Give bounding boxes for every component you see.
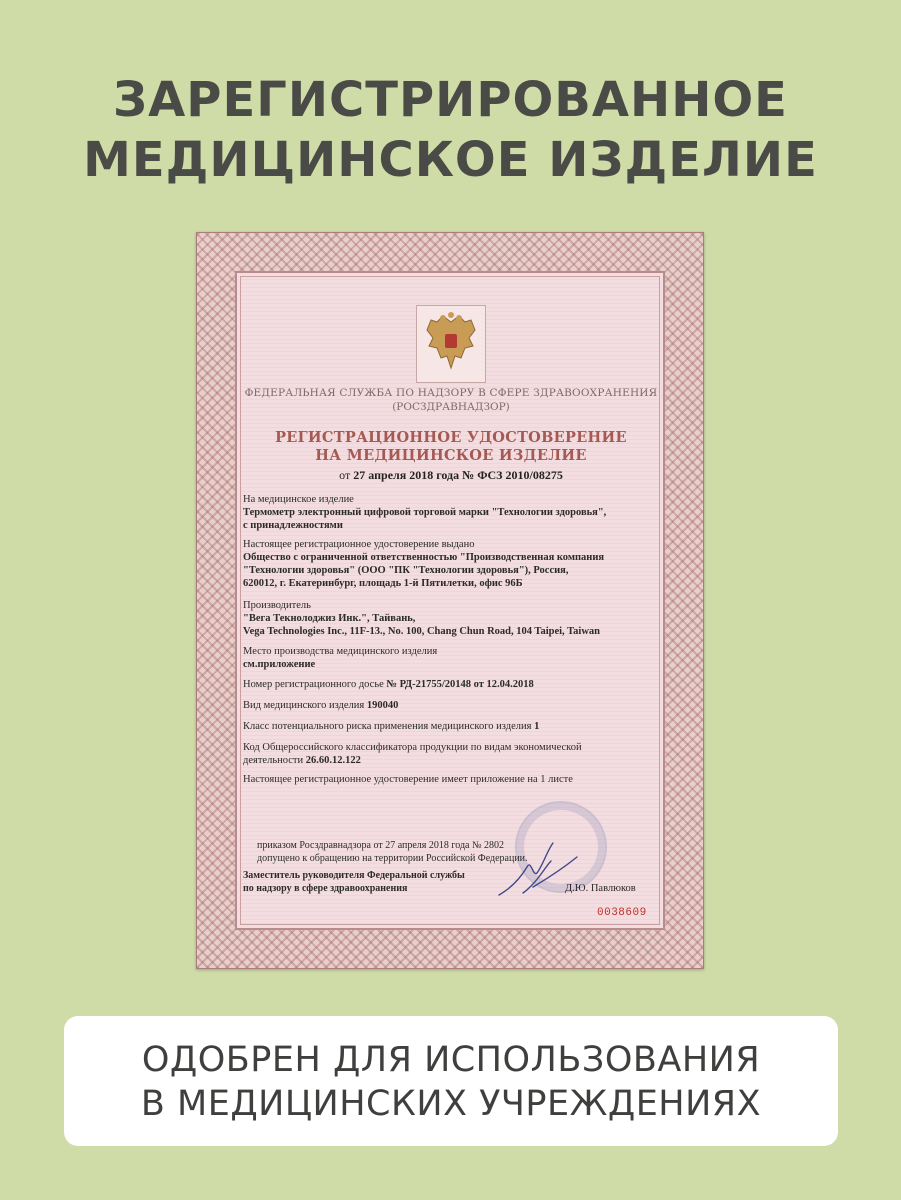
certificate-title-line-1: РЕГИСТРАЦИОННОЕ УДОСТОВЕРЕНИЕ [275, 429, 627, 446]
headline-line-2: МЕДИЦИНСКОЕ ИЗДЕЛИЕ [83, 132, 818, 188]
device-label: На медицинское изделие [243, 494, 354, 505]
issued-to-section [243, 538, 663, 590]
production-place-section [243, 645, 663, 671]
issued-line-2: "Технологии здоровья" (ООО "ПК "Технологии здоровья"), Россия, [243, 565, 569, 576]
signer-name: Д.Ю. Павлюков [565, 883, 636, 894]
okp-code-section [243, 741, 663, 767]
approval-line-1: ОДОБРЕН ДЛЯ ИСПОЛЬЗОВАНИЯ [141, 1040, 761, 1080]
certificate-date-number [235, 468, 667, 483]
number-sign: № [462, 468, 475, 482]
okp-value: 26.60.12.122 [305, 755, 361, 766]
order-text [257, 839, 677, 865]
page-headline [0, 70, 901, 190]
device-kind-section [243, 699, 663, 712]
certificate-title-line-2: НА МЕДИЦИНСКОЕ ИЗДЕЛИЕ [315, 447, 587, 464]
device-name-line-1: Термометр электронный цифровой торговой марки "Технологии здоровья", [243, 507, 607, 518]
coat-of-arms-emblem-icon [416, 305, 486, 383]
order-line-2: допущено к обращению на территории Российской Федерации. [257, 853, 528, 864]
approval-line-2: В МЕДИЦИНСКИХ УЧРЕЖДЕНИЯХ [140, 1084, 762, 1124]
issued-label: Настоящее регистрационное удостоверение выдано [243, 539, 475, 550]
appendix-note: Настоящее регистрационное удостоверение имеет приложение на 1 листе [243, 774, 573, 785]
certificate-date: 27 апреля 2018 года [353, 468, 460, 482]
okp-label-line-2: деятельности [243, 755, 304, 766]
issued-line-1: Общество с ограниченной ответственностью "Производственная компания [243, 552, 605, 563]
risk-value: 1 [534, 721, 540, 732]
agency-abbreviation: (РОСЗДРАВНАДЗОР) [392, 401, 510, 413]
certificate-number: ФСЗ 2010/08275 [477, 468, 563, 482]
issued-line-3: 620012, г. Екатеринбург, площадь 1-й Пятилетки, офис 96Б [243, 578, 523, 589]
registration-certificate-image [196, 232, 704, 969]
approval-card [64, 1016, 838, 1146]
manufacturer-line-2: Vega Technologies Inc., 11F-13., No. 100, Chang Chun Road, 104 Taipei, Taiwan [243, 626, 600, 637]
headline-line-1: ЗАРЕГИСТРИРОВАННОЕ [113, 72, 788, 128]
risk-class-section [243, 720, 663, 733]
kind-value: 190040 [366, 700, 399, 711]
manufacturer-label: Производитель [243, 600, 311, 611]
date-prefix: от [339, 468, 351, 482]
risk-label: Класс потенциального риска применения медицинского изделия [243, 721, 532, 732]
kind-label: Вид медицинского изделия [243, 700, 365, 711]
okp-label-line-1: Код Общероссийского классификатора продукции по видам экономической [243, 742, 582, 753]
serial-number: 0038609 [597, 907, 647, 919]
approval-text [64, 1038, 838, 1126]
agency-name: ФЕДЕРАЛЬНАЯ СЛУЖБА ПО НАДЗОРУ В СФЕРЕ ЗДРАВООХРАНЕНИЯ [244, 387, 658, 399]
place-label: Место производства медицинского изделия [243, 646, 438, 657]
manufacturer-line-1: "Вега Текнолоджиз Инк.", Тайвань, [243, 613, 416, 624]
dossier-section [243, 678, 663, 691]
order-line-1: приказом Росздравнадзора от 27 апреля 2018 года № 2802 [257, 840, 505, 851]
deputy-line-2: по надзору в сфере здравоохранения [243, 883, 408, 894]
device-name-line-2: с принадлежностями [243, 520, 343, 531]
dossier-value: № РД-21755/20148 от 12.04.2018 [386, 679, 534, 690]
dossier-label: Номер регистрационного досье [243, 679, 384, 690]
deputy-line-1: Заместитель руководителя Федеральной службы [243, 870, 465, 881]
device-section [243, 493, 663, 532]
manufacturer-section [243, 599, 663, 638]
place-value: см.приложение [243, 659, 316, 670]
